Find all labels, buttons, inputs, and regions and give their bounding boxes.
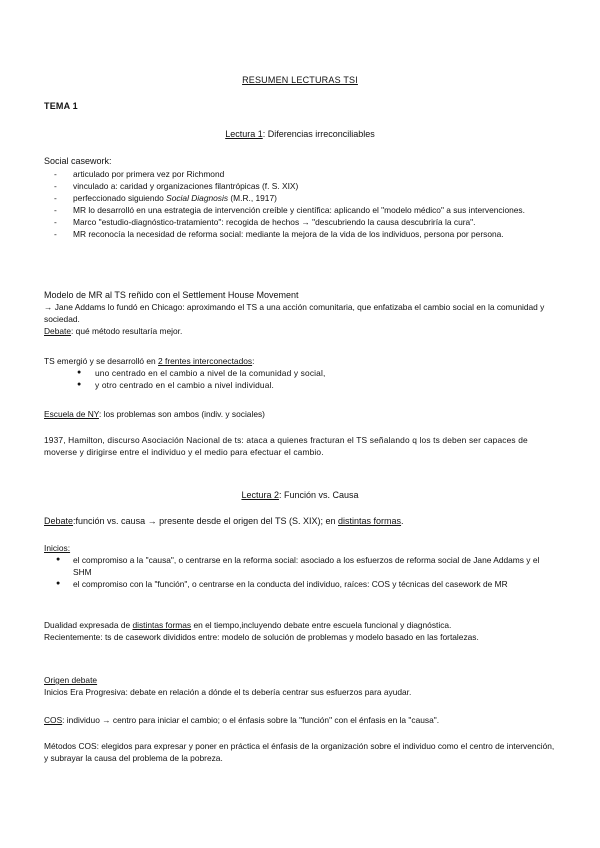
metodos-paragraph: Métodos COS: elegidos para expresar y poner en práctica el énfasis de la organización sobre el individuo como el centro de intervención, y subrayar la causa del problema de la pobreza.	[44, 741, 555, 763]
document-title: RESUMEN LECTURAS TSI	[242, 75, 358, 85]
origen-text: Inicios Era Progresiva: debate en relación a dónde el ts debería centrar sus esfuerzos para ayudar.	[44, 687, 412, 697]
casework-list	[44, 168, 560, 240]
modelo-line-1: Modelo de MR al TS reñido con el Settlement House Movement	[44, 290, 299, 300]
cos-line: COS: individuo → centro para iniciar el cambio; o el énfasis sobre la "función" con el énfasis en la "causa".	[44, 715, 440, 725]
modelo-line-2: → Jane Addams lo fundó en Chicago: aproximando el TS a una acción comunitaria, que enfatizaba el cambio social en la comunidad y sociedad.	[44, 302, 545, 324]
section-heading: TEMA 1	[44, 101, 78, 111]
origen-block	[44, 674, 560, 698]
casework-label: Social casework:	[44, 156, 112, 166]
lectura-2-subtitle: : Función vs. Causa	[278, 490, 359, 500]
inicios-label: Inicios:	[44, 543, 71, 553]
lectura-2-title	[0, 489, 600, 501]
list-item: ● el compromiso con la "función", o centrarse en la conducta del individuo, raíces: COS y técnicas del casework de MR	[44, 578, 560, 590]
list-item: ● uno centrado en el cambio a nivel de la comunidad y social,	[44, 367, 560, 379]
escuela-line: Escuela de NY: los problemas son ambos (indiv. y sociales)	[44, 409, 265, 419]
origen-label: Origen debate	[44, 675, 98, 685]
list-item: ● y otro centrado en el cambio a nivel individual.	[44, 379, 560, 391]
list-item: - vinculado a: caridad y organizaciones filantrópicas (f. S. XIX)	[44, 180, 560, 192]
list-item: - MR reconocía la necesidad de reforma social: mediante la mejora de la vida de los individuos, persona por persona.	[44, 228, 560, 240]
lectura-1-title	[0, 128, 600, 140]
frentes-paragraph	[44, 355, 560, 391]
lectura-1-label: Lectura 1	[225, 129, 263, 139]
dualidad-paragraph	[44, 619, 560, 643]
debate-line: Debate: qué método resultaría mejor.	[44, 326, 183, 336]
frentes-list	[44, 367, 560, 391]
list-item: - perfeccionado siguiendo Social Diagnosis (M.R., 1917)	[44, 192, 560, 204]
debate-label: Debate	[44, 326, 72, 336]
list-item: - Marco "estudio-diagnóstico-tratamiento": recogida de hechos → "descubriendo la causa descubriría la cura".	[44, 216, 560, 228]
list-item: - MR lo desarrolló en una estrategia de intervención creíble y científica: aplicando el "modelo médico" a sus intervenciones.	[44, 204, 560, 216]
list-item: ● el compromiso a la "causa", o centrarse en la reforma social: asociado a los esfuerzos de reforma social de Jane Addams y el SHM	[44, 554, 560, 578]
modelo-paragraph	[44, 289, 560, 337]
list-item: - articulado por primera vez por Richmond	[44, 168, 560, 180]
recientemente-line: Recientemente: ts de casework divididos entre: modelo de solución de problemas y modelo basado en las fortalezas.	[44, 632, 479, 642]
frentes-line: TS emergió y se desarrolló en 2 frentes interconectados:	[44, 356, 255, 366]
dualidad-line: Dualidad expresada de distintas formas en el tiempo,incluyendo debate entre escuela funcional y diagnóstica.	[44, 620, 452, 630]
debate-2-line: Debate:función vs. causa → presente desde el origen del TS (S. XIX); en distintas formas.	[44, 516, 404, 526]
lectura-1-subtitle: : Diferencias irreconciliables	[262, 129, 375, 139]
hamilton-paragraph: 1937, Hamilton, discurso Asociación Nacional de ts: ataca a quienes fracturan el TS señalando q los ts deben ser capaces de moverse y dirigirse entre el individuo y el medio para efectuar el cambio.	[44, 435, 528, 457]
inicios-list	[44, 554, 560, 590]
lectura-2-label: Lectura 2	[241, 490, 279, 500]
inicios-block	[44, 542, 560, 590]
